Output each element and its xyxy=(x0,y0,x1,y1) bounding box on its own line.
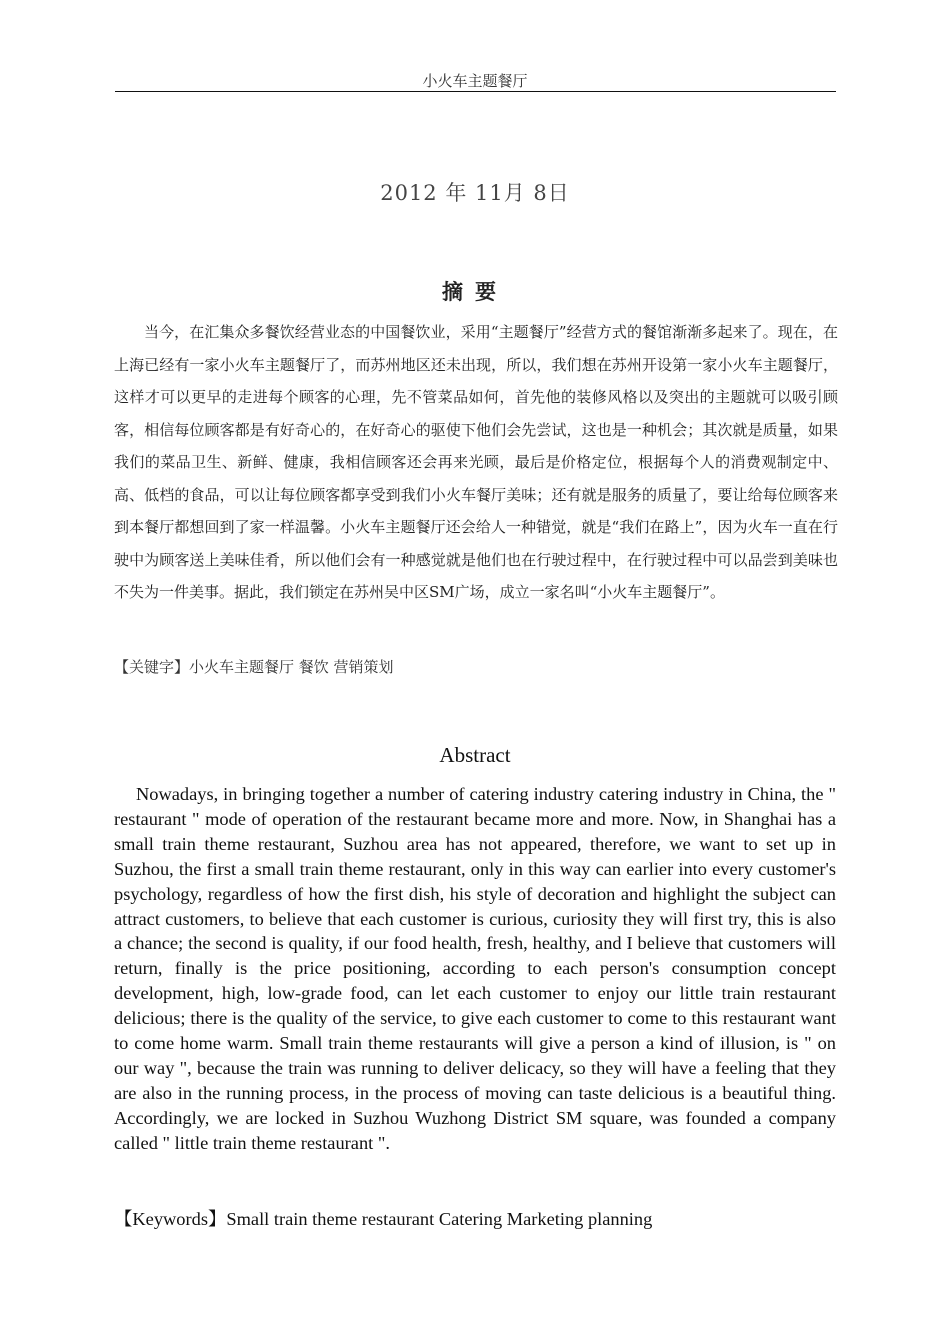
chinese-keywords: 【关键字】小火车主题餐厅 餐饮 营销策划 xyxy=(114,658,394,676)
chinese-abstract-heading: 摘要 xyxy=(442,279,508,304)
english-abstract-body: Nowadays, in bringing together a number of catering industry catering industry in China, the " restaurant " mode of operation of the restaurant became more and more. Now, in Shanghai has a small train theme restaurant, Suzhou area has not appeared, therefore, we want to set up in Suzhou, the first a small train theme restaurant, only in this way can earlier into every customer's psychology, regardless of how the first dish, his style of decoration and highlight the subject can attract customers, to believe that each customer is curious, curiosity they will first try, this is also a chance; the second is quality, if our food health, fresh, healthy, and I believe that customers will return, finally is the price positioning, according to each person's consumption concept development, high, low-grade food, can let each customer to enjoy our little train restaurant delicious; there is the quality of the service, to give each customer to come to this restaurant want to come home warm. Small train theme restaurants will give a person a kind of illusion, is " on our way ", because the train was running to deliver delicacy, so they will have a feeling that they are also in the running process, in the process of moving can taste delicious is a beautiful thing. Accordingly, we are locked in Suzhou Wuzhong District SM square, was founded a company called " little train theme restaurant ". xyxy=(114,784,836,1153)
document-date: 2012 年 11月 8日 xyxy=(380,181,570,205)
header-divider xyxy=(115,91,836,92)
chinese-abstract-body: 当今，在汇集众多餐饮经营业态的中国餐饮业，采用“主题餐厅”经营方式的餐馆渐渐多起来了。现在，在上海已经有一家小火车主题餐厅了，而苏州地区还未出现，所以，我们想在苏州开设第一家小火车主题餐厅，这样才可以更早的走进每个顾客的心理，先不管菜品如何，首先他的装修风格以及突出的主题就可以吸引顾客，相信每位顾客都是有好奇心的，在好奇心的驱使下他们会先尝试，这也是一种机会；其次就是质量，如果我们的菜品卫生、新鲜、健康，我相信顾客还会再来光顾，最后是价格定位，根据每个人的消费观制定中、高、低档的食品，可以让每位顾客都享受到我们小火车餐厅美味；还有就是服务的质量了，要让给每位顾客来到本餐厅都想回到了家一样温馨。小火车主题餐厅还会给人一种错觉，就是“我们在路上”，因为火车一直在行驶中为顾客送上美味佳肴，所以他们会有一种感觉就是他们也在行驶过程中，在行驶过程中可以品尝到美味也不失为一件美事。据此，我们锁定在苏州吴中区SM广场，成立一家名叫“小火车主题餐厅”。 xyxy=(114,323,838,601)
english-abstract-heading: Abstract xyxy=(439,743,511,767)
page-header-title: 小火车主题餐厅 xyxy=(422,72,528,90)
english-keywords: 【Keywords】Small train theme restaurant Catering Marketing planning xyxy=(114,1209,653,1229)
